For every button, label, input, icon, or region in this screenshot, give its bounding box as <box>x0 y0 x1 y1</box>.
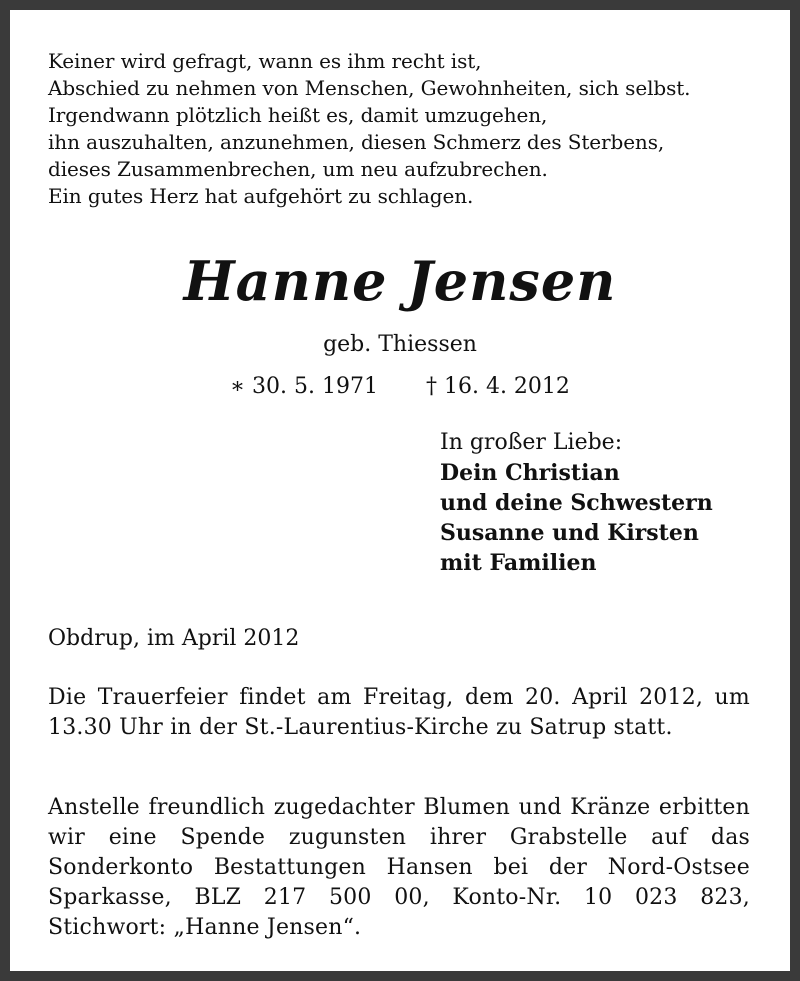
mourner-line: Dein Christian <box>440 460 620 486</box>
verse-line: Irgendwann plötzlich heißt es, damit umzugehen, <box>48 103 548 127</box>
obituary-notice <box>10 10 790 971</box>
place-and-date: Obdrup, im April 2012 <box>48 626 300 651</box>
mourners-block <box>440 428 780 578</box>
mourner-line: und deine Schwestern <box>440 490 713 516</box>
mourners-list <box>440 458 780 578</box>
verse-line: Abschied zu nehmen von Menschen, Gewohnheiten, sich selbst. <box>48 76 691 100</box>
birth-name: geb. Thiessen <box>323 332 477 357</box>
mourner-line: Susanne und Kirsten <box>440 520 699 546</box>
ceremony-info: Die Trauerfeier findet am Freitag, dem 20. April 2012, um 13.30 Uhr in der St.-Laurentius-Kirche zu Satrup statt. <box>48 685 750 740</box>
verse-line: Keiner wird gefragt, wann es ihm recht ist, <box>48 49 482 73</box>
memorial-verse <box>48 48 768 210</box>
birth-date: ∗ 30. 5. 1971 <box>230 374 378 399</box>
deceased-name: Hanne Jensen <box>183 249 617 313</box>
verse-line: dieses Zusammenbrechen, um neu aufzubrechen. <box>48 157 548 181</box>
mourners-intro: In großer Liebe: <box>440 430 623 455</box>
verse-line: ihn auszuhalten, anzunehmen, diesen Schmerz des Sterbens, <box>48 130 665 154</box>
verse-line: Ein gutes Herz hat aufgehört zu schlagen. <box>48 184 474 208</box>
life-dates <box>10 372 790 402</box>
donation-info: Anstelle freundlich zugedachter Blumen und Kränze erbitten wir eine Spende zugunsten ihrer Grabstelle auf das Sonderkonto Bestattungen Hansen bei der Nord-Ostsee Sparkasse, BLZ 217 500 00, Konto-Nr. 10 023 823, Stichwort: „Hanne Jensen“. <box>48 795 750 940</box>
death-date: † 16. 4. 2012 <box>425 374 570 399</box>
mourner-line: mit Familien <box>440 550 597 576</box>
